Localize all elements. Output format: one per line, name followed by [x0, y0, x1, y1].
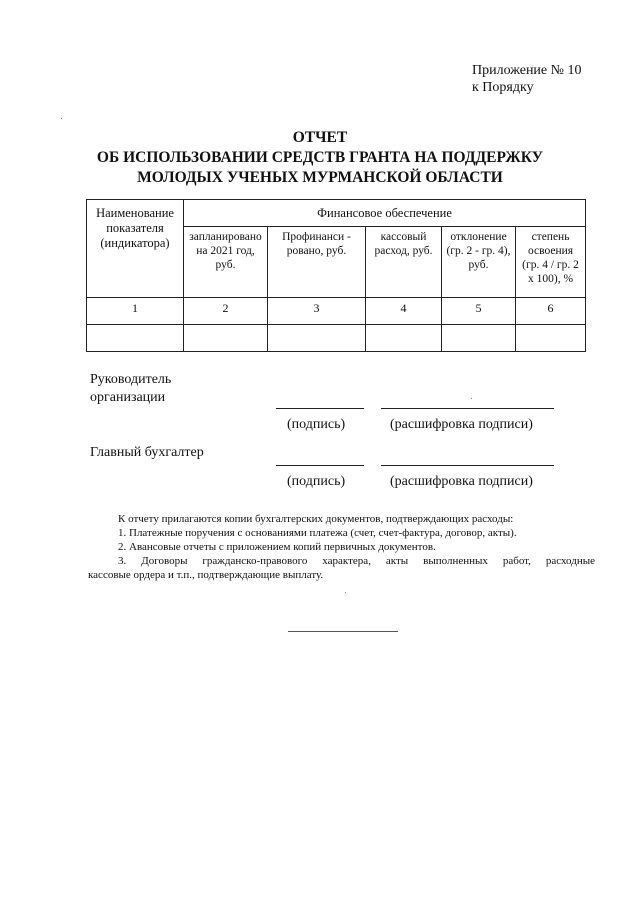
attachments-notes	[88, 512, 595, 582]
column-number: 3	[268, 298, 366, 325]
signature-caption: (подпись)	[287, 474, 346, 489]
notes-item-3-continued: кассовые ордера и т.п., подтверждающие выплату.	[88, 569, 324, 581]
title-line-1: ОТЧЕТ	[292, 129, 348, 146]
title-line-3: МОЛОДЫХ УЧЕНЫХ МУРМАНСКОЙ ОБЛАСТИ	[137, 169, 503, 186]
empty-cell[interactable]	[366, 325, 442, 352]
notes-item-2: 2. Авансовые отчеты с приложением копий первичных документов.	[118, 541, 436, 553]
report-title	[60, 128, 580, 188]
column-number: 5	[442, 298, 516, 325]
appendix-order: к Порядку	[472, 80, 534, 95]
empty-cell[interactable]	[516, 325, 586, 352]
financed-header: Профинанси - ровано, руб.	[268, 227, 366, 298]
completion-header: степень освоения (гр. 4 / гр. 2 x 100), %	[516, 227, 586, 298]
empty-cell[interactable]	[268, 325, 366, 352]
planned-header: запланировано на 2021 год, руб.	[184, 227, 268, 298]
indicator-name-header: Наименование показателя (индикатора)	[87, 200, 184, 298]
empty-cell[interactable]	[87, 325, 184, 352]
scan-speck	[471, 398, 472, 399]
signature-decode-line[interactable]	[381, 465, 554, 466]
table-row	[87, 325, 586, 352]
column-number: 4	[366, 298, 442, 325]
end-rule	[288, 631, 398, 632]
signature-line[interactable]	[276, 465, 364, 466]
chief-accountant-label: Главный бухгалтер	[90, 445, 204, 460]
cash-expense-header: кассовый расход, руб.	[366, 227, 442, 298]
head-of-organization-label: Руководитель организации	[90, 372, 172, 405]
table-header-row	[87, 200, 586, 227]
column-number-row	[87, 298, 586, 325]
decode-caption: (расшифровка подписи)	[390, 417, 533, 432]
signature-line[interactable]	[276, 408, 364, 409]
notes-item-1: 1. Платежные поручения с основаниями платежа (счет, счет-фактура, договор, акты).	[118, 527, 517, 539]
signature-decode-line[interactable]	[381, 408, 554, 409]
financing-group-header: Финансовое обеспечение	[184, 200, 586, 227]
appendix-reference	[472, 62, 582, 96]
column-number: 6	[516, 298, 586, 325]
appendix-number: Приложение № 10	[472, 63, 582, 78]
deviation-header: отклонение (гр. 2 - гр. 4), руб.	[442, 227, 516, 298]
empty-cell[interactable]	[184, 325, 268, 352]
scan-speck	[61, 118, 62, 119]
report-table	[86, 199, 586, 352]
empty-cell[interactable]	[442, 325, 516, 352]
title-line-2: ОБ ИСПОЛЬЗОВАНИИ СРЕДСТВ ГРАНТА НА ПОДДЕРЖКУ	[96, 149, 544, 166]
scan-speck	[345, 592, 346, 593]
notes-item-3: 3. Договоры гражданско-правового характера, акты выполненных работ, расходные	[118, 555, 595, 567]
column-number: 1	[87, 298, 184, 325]
signature-caption: (подпись)	[287, 417, 346, 432]
column-number: 2	[184, 298, 268, 325]
decode-caption: (расшифровка подписи)	[390, 474, 533, 489]
notes-intro: К отчету прилагаются копии бухгалтерских документов, подтверждающих расходы:	[118, 513, 514, 525]
